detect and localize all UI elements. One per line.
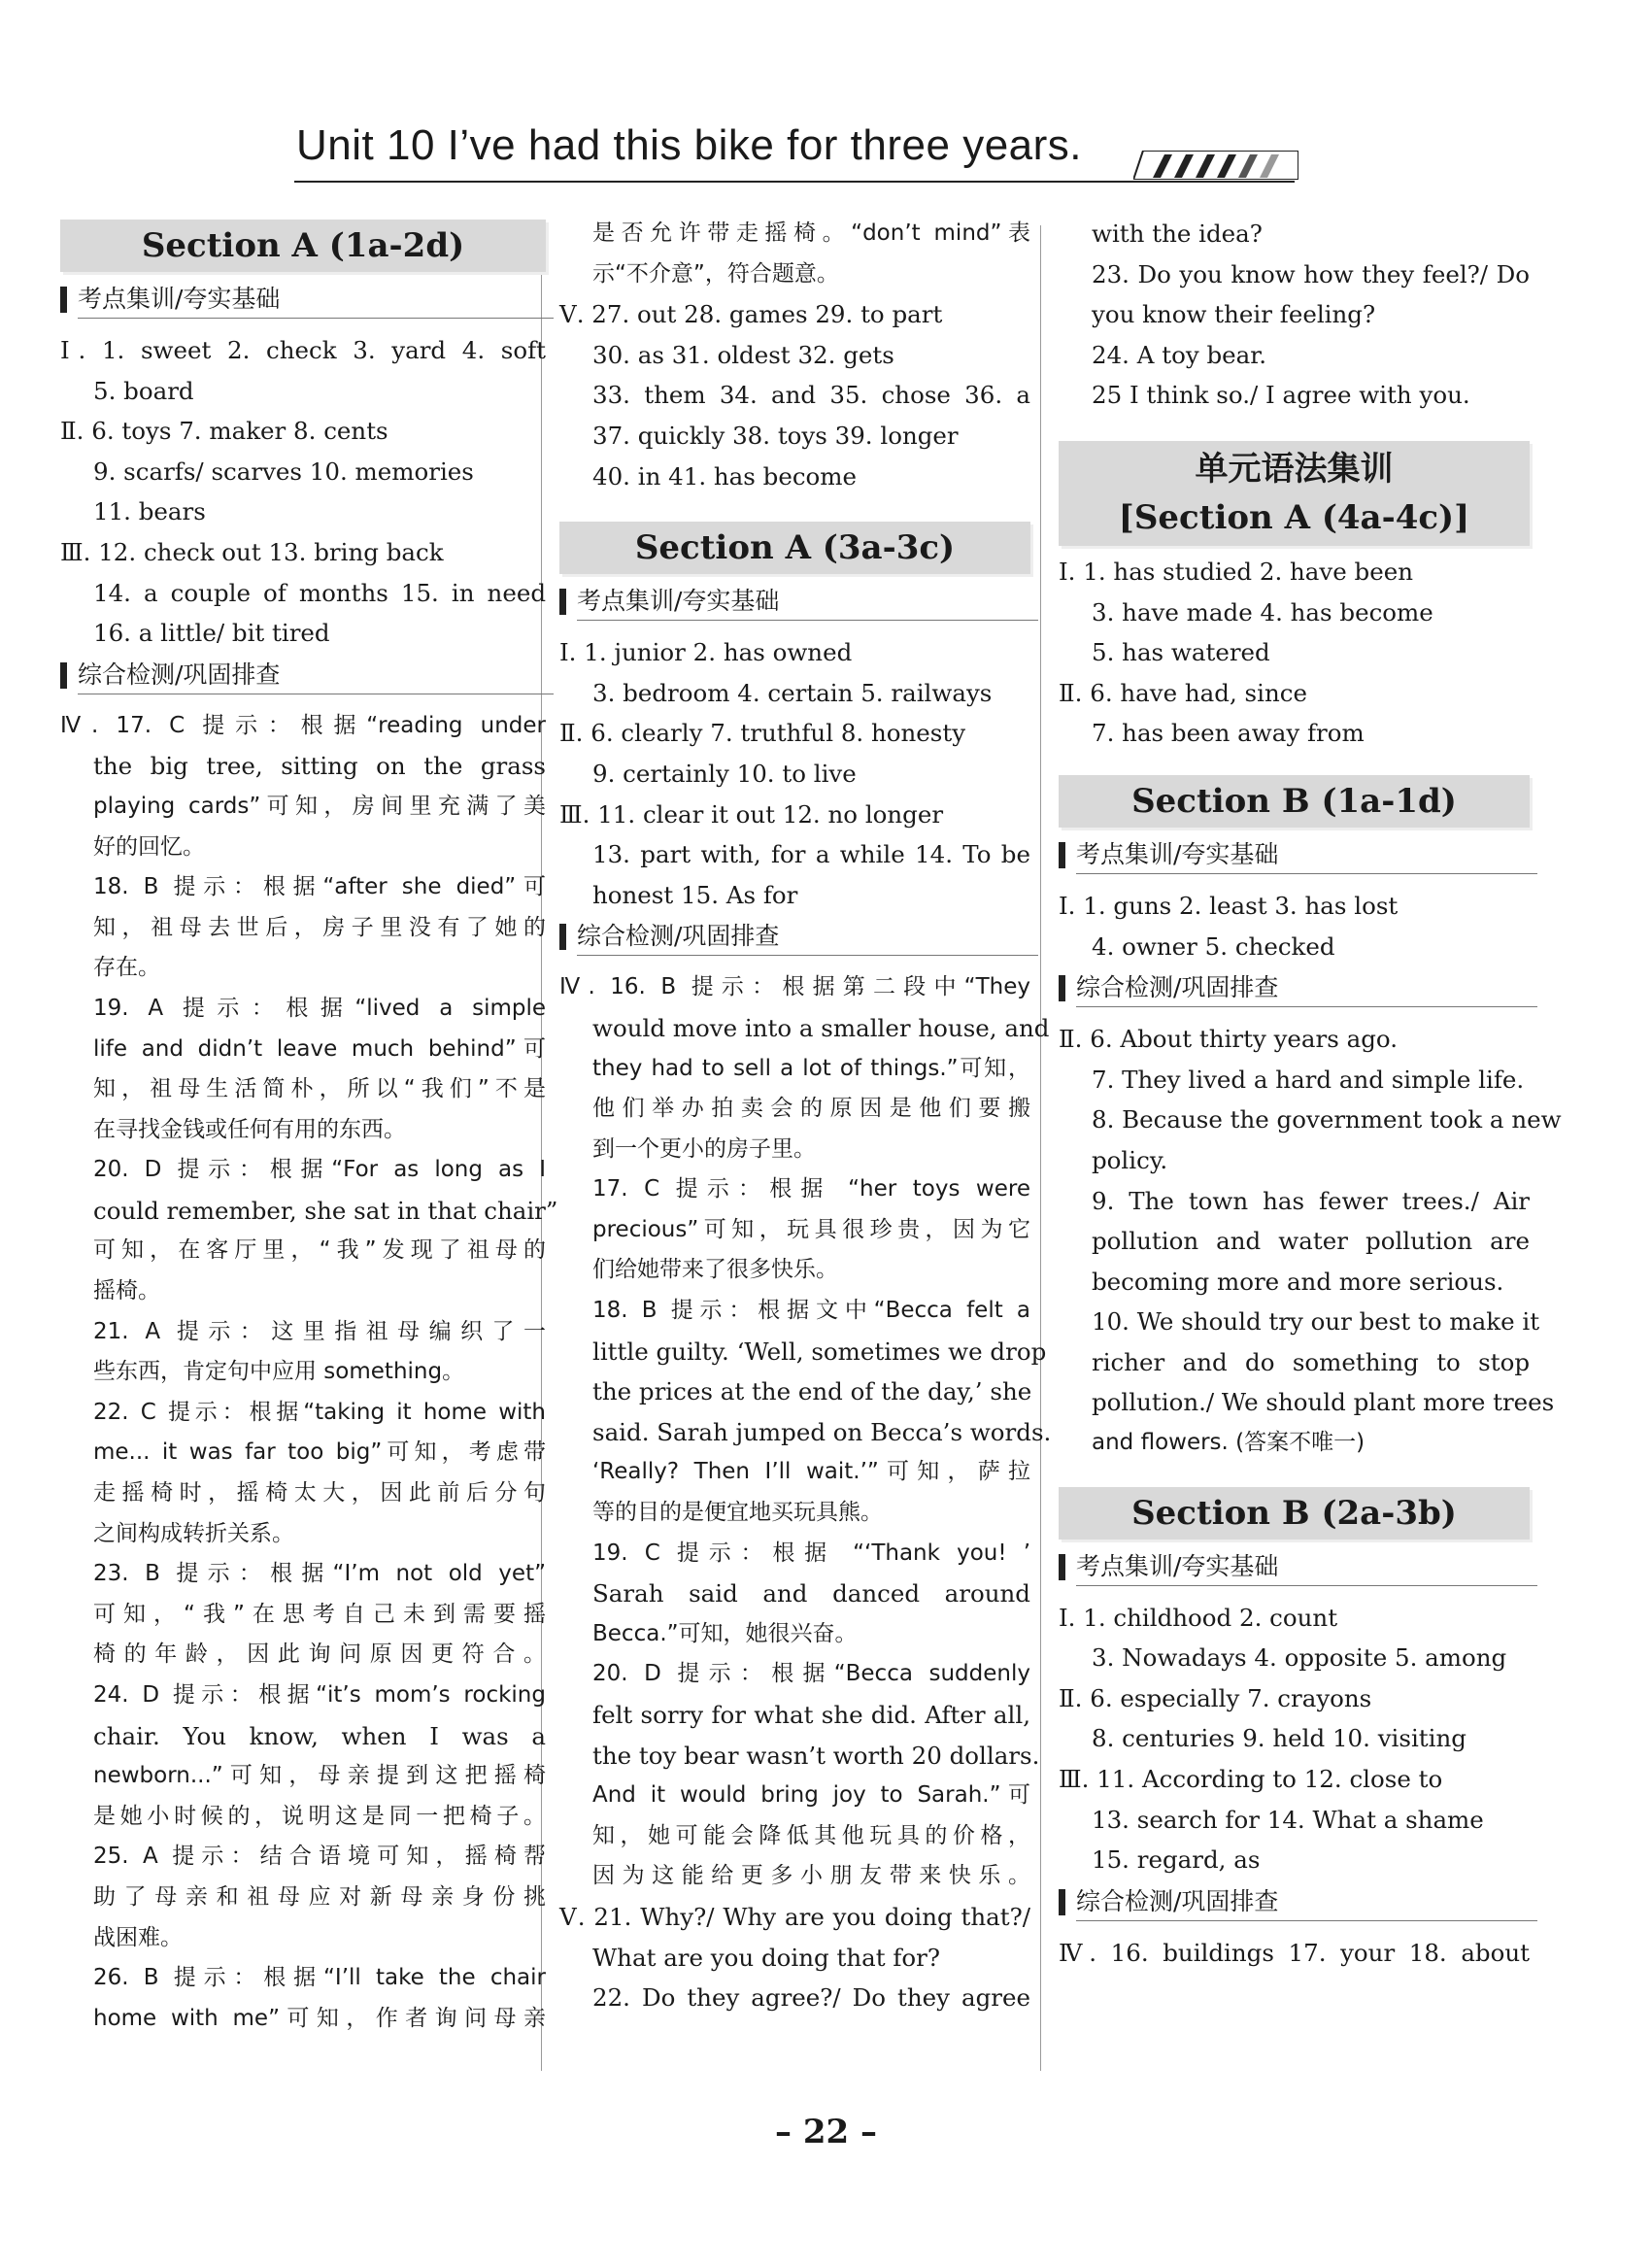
answer-line: Becca.”可知，她很兴奋。 <box>592 1620 858 1646</box>
answer-line: chair. You know, when I was a <box>93 1721 546 1750</box>
answer-line: 20. D 提示：根据“For as long as I <box>93 1157 546 1183</box>
answer-line: Ⅱ. 6. toys 7. maker 8. cents <box>60 417 388 446</box>
answer-line: playing cards”可知，房间里充满了美 <box>93 793 546 819</box>
answer-line: they had to sell a lot of things.”可知， <box>592 1055 1030 1081</box>
answer-line: 好的回忆。 <box>93 833 205 860</box>
subsection-heading: 综合检测/巩固排查 <box>60 654 546 700</box>
answer-line: 25 I think so./ I agree with you. <box>1092 381 1470 410</box>
answer-line: 24. D 提示：根据“it’s mom’s rocking <box>93 1682 546 1708</box>
answer-line: Ⅱ. 6. clearly 7. truthful 8. honesty <box>559 719 966 748</box>
answer-line: Ⅲ. 11. clear it out 12. no longer <box>559 799 944 829</box>
answer-line: pollution./ We should plant more trees <box>1092 1388 1555 1417</box>
answer-line: 们给她带来了很多快乐。 <box>592 1257 838 1283</box>
answer-line: 18. B 提示：根据“after she died”可 <box>93 874 546 900</box>
answer-line: 22. Do they agree?/ Do they agree <box>592 1983 1030 2013</box>
answer-line: And it would bring joy to Sarah.”可 <box>592 1782 1030 1809</box>
answer-line: Ⅳ. 16. B 提示：根据第二段中“They <box>559 974 1030 1000</box>
page-title-text: Unit 10 I’ve had this bike for three years. <box>296 121 1083 169</box>
answer-line: Ⅴ. 21. Why?/ Why are you doing that?/ <box>559 1902 1030 1931</box>
grammar-section-heading <box>1059 441 1530 546</box>
section-heading: Section A (3a-3c) <box>559 522 1030 574</box>
answer-line: 示“不介意”，符合题意。 <box>592 260 839 287</box>
answer-line: Ⅱ. 6. especially 7. crayons <box>1059 1683 1372 1712</box>
answer-line: Sarah said and danced around <box>592 1579 1030 1608</box>
answer-line: 是她小时候的，说明这是同一把椅子。 <box>93 1803 546 1829</box>
page-title <box>296 121 1082 180</box>
answer-line: 9. scarfs/ scarves 10. memories <box>93 457 474 486</box>
answer-line: 7. They lived a hard and simple life. <box>1092 1065 1525 1094</box>
answer-line: 助了母亲和祖母应对新母亲身份挑 <box>93 1883 546 1910</box>
answer-line: life and didn’t leave much behind”可 <box>93 1035 546 1062</box>
answer-line: honest 15. As for <box>592 880 798 909</box>
answer-line: 40. in 41. has become <box>592 461 858 491</box>
answer-line: the toy bear wasn’t worth 20 dollars. <box>592 1741 1040 1770</box>
answer-line: 知，祖母生活简朴，所以“我们”不是 <box>93 1076 546 1102</box>
answer-line: Ⅱ. 6. About thirty years ago. <box>1059 1025 1398 1054</box>
answer-line: 3. have made 4. has become <box>1092 597 1433 626</box>
answer-line: with the idea? <box>1092 220 1263 248</box>
grammar-heading-cn: 单元语法集训 <box>1195 449 1394 489</box>
answer-line: Ⅳ. 17. C 提示：根据“reading under <box>60 712 546 738</box>
answer-line: and flowers. (答案不唯一) <box>1092 1430 1365 1456</box>
answer-line: 3. Nowadays 4. opposite 5. among <box>1092 1643 1507 1673</box>
answer-line: 椅的年龄，因此询问原因更符合。 <box>93 1642 546 1668</box>
answer-line: What are you doing that for? <box>592 1943 941 1972</box>
answer-line: 走摇椅时，摇椅太大，因此前后分句 <box>93 1480 546 1506</box>
answer-line: 7. has been away from <box>1092 719 1365 748</box>
answer-line: said. Sarah jumped on Becca’s words. <box>592 1417 1052 1446</box>
answer-line: 些东西，肯定句中应用 something。 <box>93 1359 465 1385</box>
column-left <box>60 214 558 2039</box>
answer-line: 21. A 提示：这里指祖母编织了一 <box>93 1318 546 1344</box>
answer-line: 在寻找金钱或任何有用的东西。 <box>93 1116 406 1142</box>
answer-line: 因为这能给更多小朋友带来快乐。 <box>592 1863 1030 1889</box>
answer-line: 26. B 提示：根据“I’ll take the chair <box>93 1965 546 1991</box>
answer-line: 30. as 31. oldest 32. gets <box>592 340 894 369</box>
section-heading: Section B (2a-3b) <box>1059 1487 1530 1540</box>
answer-line: 15. regard, as <box>1092 1845 1261 1875</box>
title-rule <box>294 181 1295 183</box>
answer-line: the big tree, sitting on the grass <box>93 752 546 781</box>
subsection-heading: 综合检测/巩固排查 <box>559 915 1030 962</box>
answer-line: 11. bears <box>93 497 206 526</box>
answer-line: 25. A 提示：结合语境可知，摇椅帮 <box>93 1844 546 1870</box>
answer-line: richer and do something to stop <box>1092 1347 1530 1376</box>
answer-line: 知，祖母去世后，房子里没有了她的 <box>93 914 546 940</box>
answer-line: 是否允许带走摇椅。“don’t mind”表 <box>592 220 1030 246</box>
answer-line: 20. D 提示：根据“Becca suddenly <box>592 1661 1030 1687</box>
answer-line: 18. B 提示：根据文中“Becca felt a <box>592 1298 1030 1324</box>
column-divider <box>1040 225 1041 2071</box>
answer-line: Ⅰ. 1. sweet 2. check 3. yard 4. soft <box>60 336 546 364</box>
answer-line: Ⅰ. 1. has studied 2. have been <box>1059 557 1413 586</box>
answer-line: Ⅲ. 11. According to 12. close to <box>1059 1765 1443 1794</box>
subsection-heading: 考点集训/夸实基础 <box>1059 1545 1530 1592</box>
answer-line: 17. C 提示：根据 “her toys were <box>592 1176 1030 1202</box>
answer-line: 5. board <box>93 376 194 405</box>
answer-line: 13. search for 14. What a shame <box>1092 1805 1484 1834</box>
answer-line: 他们举办拍卖会的原因是他们要搬 <box>592 1096 1030 1122</box>
answer-line: precious”可知，玩具很珍贵，因为它 <box>592 1216 1030 1242</box>
answer-line: 9. certainly 10. to live <box>592 759 857 788</box>
section-heading: Section B (1a-1d) <box>1059 775 1530 828</box>
answer-line: 33. them 34. and 35. chose 36. a <box>592 381 1030 410</box>
answer-line: becoming more and more serious. <box>1092 1267 1504 1296</box>
answer-line: could remember, she sat in that chair” <box>93 1196 558 1225</box>
subsection-heading: 考点集训/夸实基础 <box>559 580 1030 626</box>
answer-line: 可知，在客厅里，“我”发现了祖母的 <box>93 1237 546 1264</box>
answer-line: 战困难。 <box>93 1924 183 1950</box>
answer-line: 24. A toy bear. <box>1092 340 1267 369</box>
title-stripes-icon <box>1133 151 1298 180</box>
answer-line: Ⅱ. 6. have had, since <box>1059 678 1307 707</box>
answer-line: would move into a smaller house, and <box>592 1013 1050 1042</box>
subsection-heading: 综合检测/巩固排查 <box>1059 966 1530 1013</box>
answer-line: 8. Because the government took a new <box>1092 1105 1562 1134</box>
answer-line: Ⅰ. 1. childhood 2. count <box>1059 1603 1338 1632</box>
answer-line: 14. a couple of months 15. in need <box>93 578 546 607</box>
answer-line: 8. centuries 9. held 10. visiting <box>1092 1724 1467 1753</box>
answer-line: policy. <box>1092 1145 1168 1174</box>
answer-line: the prices at the end of the day,’ she <box>592 1377 1032 1406</box>
answer-line: Ⅲ. 12. check out 13. bring back <box>60 537 444 566</box>
answer-line: 22. C 提示：根据“taking it home with <box>93 1399 546 1425</box>
answer-line: 23. Do you know how they feel?/ Do <box>1092 259 1530 288</box>
answer-line: 5. has watered <box>1092 638 1270 667</box>
answer-line: home with me”可知，作者询问母亲 <box>93 2005 546 2031</box>
answer-line: 9. The town has fewer trees./ Air <box>1092 1186 1530 1215</box>
answer-line: Ⅰ. 1. junior 2. has owned <box>559 638 853 667</box>
subsection-heading: 综合检测/巩固排查 <box>1059 1880 1530 1927</box>
answer-line: you know their feeling? <box>1092 300 1376 329</box>
page-number: – 22 – <box>775 2113 877 2151</box>
answer-line: 存在。 <box>93 955 160 981</box>
answer-line: 19. A 提示：根据“lived a simple <box>93 995 546 1021</box>
answer-line: felt sorry for what she did. After all, <box>592 1701 1030 1729</box>
answer-line: me... it was far too big”可知，考虑带 <box>93 1439 546 1466</box>
answer-line: 等的目的是便宜地买玩具熊。 <box>592 1500 883 1526</box>
answer-line: 19. C 提示：根据 “‘Thank you! ’ <box>592 1540 1030 1566</box>
column-right <box>1059 214 1562 1973</box>
answer-line: Ⅰ. 1. guns 2. least 3. has lost <box>1059 891 1399 920</box>
answer-line: 到一个更小的房子里。 <box>592 1135 816 1162</box>
subsection-heading: 考点集训/夸实基础 <box>1059 833 1530 880</box>
answer-line: 13. part with, for a while 14. To be <box>592 840 1030 869</box>
section-heading: Section A (1a-2d) <box>60 220 546 272</box>
answer-line: 可知，“我”在思考自己未到需要摇 <box>93 1601 546 1627</box>
answer-line: 10. We should try our best to make it <box>1092 1307 1540 1337</box>
column-middle <box>559 214 1052 2018</box>
answer-line: 3. bedroom 4. certain 5. railways <box>592 678 993 707</box>
answer-line: ‘Really? Then I’ll wait.’”可知，萨拉 <box>592 1459 1030 1485</box>
answer-line: 摇椅。 <box>93 1278 160 1304</box>
answer-line: Ⅴ. 27. out 28. games 29. to part <box>559 300 943 329</box>
answer-line: Ⅳ. 16. buildings 17. your 18. about <box>1059 1938 1530 1967</box>
subsection-heading: 考点集训/夸实基础 <box>60 278 546 324</box>
answer-line: 37. quickly 38. toys 39. longer <box>592 421 959 450</box>
answer-line: pollution and water pollution are <box>1092 1227 1530 1256</box>
answer-line: little guilty. ‘Well, sometimes we drop <box>592 1337 1047 1366</box>
answer-line: 16. a little/ bit tired <box>93 619 330 648</box>
grammar-heading-en: [Section A (4a-4c)] <box>1118 497 1470 537</box>
answer-line: 23. B 提示：根据“I’m not old yet” <box>93 1561 546 1587</box>
answer-line: 知，她可能会降低其他玩具的价格， <box>592 1822 1030 1848</box>
answer-line: 4. owner 5. checked <box>1092 931 1335 961</box>
answer-line: 之间构成转折关系。 <box>93 1520 294 1546</box>
answer-line: newborn...”可知，母亲提到这把摇椅 <box>93 1763 546 1789</box>
